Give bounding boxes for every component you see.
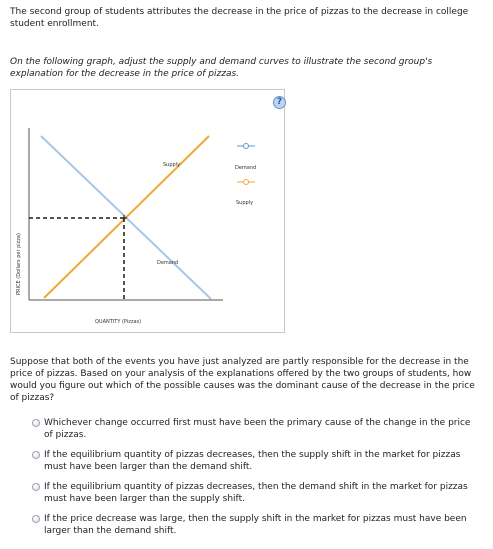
answer-option-text: If the equilibrium quantity of pizzas decreases, then the supply shift in the market for pizzas must have been larger than the demand shift. xyxy=(44,450,461,472)
demand-curve-tool-icon[interactable] xyxy=(237,144,255,149)
graph-panel xyxy=(10,89,285,333)
answer-option[interactable] xyxy=(32,417,472,441)
question-text: Suppose that both of the events you have just analyzed are partly responsible for the decrease in the price of pizzas. Based on your analysis of the explanations offered by the two groups of students, how would you figure out which of the possible causes was the dominant cause of the decrease in the price of pizzas? xyxy=(10,357,475,403)
answer-options xyxy=(32,417,472,545)
y-axis-label: PRICE (Dollars per pizza) xyxy=(16,233,22,295)
answer-option[interactable] xyxy=(32,449,472,473)
answer-option[interactable] xyxy=(32,481,472,505)
supply-curve-label: Supply xyxy=(163,162,181,168)
x-axis-label: QUANTITY (Pizzas) xyxy=(95,319,142,325)
radio-button[interactable] xyxy=(32,515,40,523)
radio-button[interactable] xyxy=(32,483,40,491)
graph-canvas xyxy=(11,90,286,334)
intro-text: The second group of students attributes the decrease in the price of pizzas to the decrease in college student enrollment. xyxy=(10,7,469,29)
help-icon[interactable]: ? xyxy=(273,96,286,109)
supply-curve-tool-icon[interactable] xyxy=(237,180,255,185)
instruction-text: On the following graph, adjust the supply and demand curves to illustrate the second group's explanation for the decrease in the price of pizzas. xyxy=(10,57,433,79)
radio-button[interactable] xyxy=(32,451,40,459)
radio-button[interactable] xyxy=(32,419,40,427)
answer-option-text: If the price decrease was large, then the supply shift in the market for pizzas must have been larger than the demand shift. xyxy=(44,514,467,536)
answer-option-text: If the equilibrium quantity of pizzas decreases, then the demand shift in the market for pizzas must have been larger than the supply shift. xyxy=(44,482,468,504)
answer-option-text: Whichever change occurred first must have been the primary cause of the change in the price of pizzas. xyxy=(44,418,471,440)
demand-curve-label: Demand xyxy=(157,260,179,266)
answer-option[interactable] xyxy=(32,513,472,537)
legend-demand-label: Demand xyxy=(235,165,257,171)
equilibrium-point xyxy=(121,215,127,221)
legend-supply-label: Supply xyxy=(236,200,254,206)
